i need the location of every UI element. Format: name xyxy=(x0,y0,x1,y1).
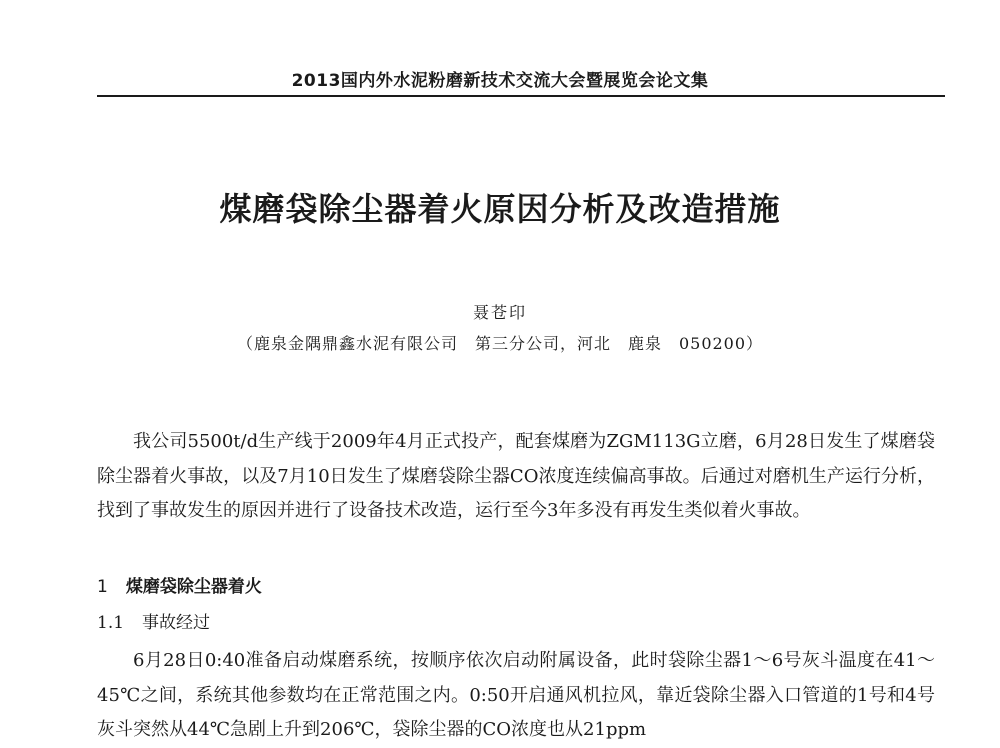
section-title: 煤磨袋除尘器着火 xyxy=(125,577,262,597)
subsection-heading-1-1 xyxy=(97,608,210,633)
author-name: 聂苍印 xyxy=(472,303,527,322)
intro-paragraph: 我公司5500t/d生产线于2009年4月正式投产，配套煤磨为ZGM113G立磨，6月28日发生了煤磨袋除尘器着火事故，以及7月10日发生了煤磨袋除尘器CO浓度连续偏高事故。后通过对磨机生产运行分析，找到了事故发生的原因并进行了设备技术改造，运行至今3年多没有再发生类似着火事故。 xyxy=(97,431,935,521)
header-rule xyxy=(97,95,945,97)
subsection-number: 1.1 xyxy=(97,613,125,633)
body-paragraph: 6月28日0:40准备启动煤磨系统，按顺序依次启动附属设备，此时袋除尘器1～6号灰斗温度在41～45℃之间，系统其他参数均在正常范围之内。0:50开启通风机拉风，靠近袋除尘器入口管道的1号和4号灰斗突然从44℃急剧上升到206℃，袋除尘器的CO浓度也从21ppm xyxy=(97,650,935,740)
paper-title: 煤磨袋除尘器着火原因分析及改造措施 xyxy=(219,190,781,228)
author-affiliation: （鹿泉金隅鼎鑫水泥有限公司 第三分公司，河北 鹿泉 050200） xyxy=(236,334,764,353)
subsection-title: 事故经过 xyxy=(142,613,211,633)
section-heading-1 xyxy=(97,572,262,597)
section-number: 1 xyxy=(97,577,108,597)
running-header: 2013国内外水泥粉磨新技术交流大会暨展览会论文集 xyxy=(291,71,709,91)
